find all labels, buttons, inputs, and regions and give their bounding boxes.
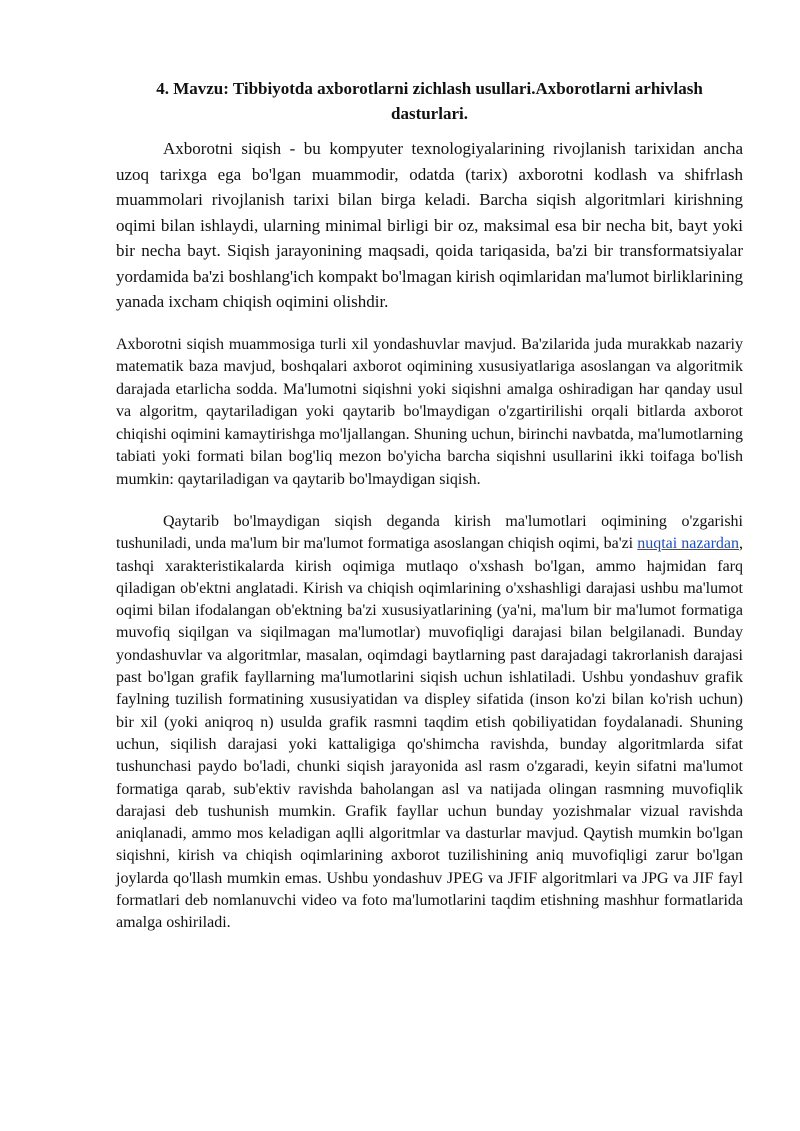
title-text: Tibbiyotda axborotlarni zichlash usullari.Axborotlarni arhivlash dasturlari. [228, 79, 703, 123]
title-label: 4. Mavzu: [156, 79, 229, 98]
paragraph-lossy-compression [116, 511, 743, 935]
nuqtai-nazardan-link[interactable]: nuqtai nazardan [637, 535, 739, 553]
paragraph-lossy-text-end: , tashqi xarakteristikalarda kirish oqimiga mutlaqo o'xshash bo'lgan, ammo hajmidan farq qiladigan ob'ektni anglatadi. Kirish va chiqish oqimlarining o'xshashligi darajasi ushbu ma'lumot oqimi bilan ifodalangan ob'ektning ba'zi xususiyatlarining (ya'ni, ma'lum bir ma'lumot formatiga muvofiq siqilgan va siqilmagan ma'lumotlar) muvofiqligi darajasi bilan belgilanadi. Bunday yondashuvlar va algoritmlar, masalan, oqimdagi baytlarning past darajadagi takrorlanish darajasi past bo'lgan grafik fayllarning ma'lumotlarini siqish uchun ishlatiladi. Ushbu yondashuv grafik faylning tuzilish formatining xususiyatidan va displey sifatida (inson ko'zi bilan ko'rish uchun) bir xil (yoki aniqroq n) usulda grafik rasmni taqdim etish qobiliyatidan foydalanadi. Shuning uchun, siqilish darajasi yoki kattaligiga qo'shimcha ravishda, bunday algoritmlarda sifat tushunchasi paydo bo'ladi, chunki siqish jarayonida asl rasm o'zgaradi, keyin sifatni ma'lumot formatiga qarab, sub'ektiv ravishda baholangan asl va natijada olingan rasmning muvofiqlik darajasi deb tushunish mumkin. Grafik fayllar uchun bunday yozishmalar vizual ravishda aniqlanadi, ammo mos keladigan aqlli algoritmlar va dasturlar mavjud. Qaytish mumkin bo'lgan siqishni, kirish va chiqish oqimlarining axborot tuzilishining aniq muvofiqligi zarur bo'lgan joylarda qo'llash mumkin emas. Ushbu yondashuv JPEG va JFIF algoritmlari va JPG va JIF fayl formatlari deb nomlanuvchi video va foto ma'lumotlarini taqdim etishning mashhur formatlarida amalga oshiriladi. [116, 535, 743, 932]
document-page [116, 76, 743, 935]
paragraph-intro: Axborotni siqish - bu kompyuter texnologiyalarining rivojlanish tarixidan ancha uzoq tarixga ega bo'lgan muammodir, odatda (tarix) axborotni kodlash va shifrlash muammolari rivojlanish tarixi bilan birga keladi. Barcha siqish algoritmlari kirishning oqimi bilan ishlaydi, ularning minimal birligi bir oz, maksimal esa bir necha bit, bayt yoki bir necha bayt. Siqish jarayonining maqsadi, qoida tariqasida, ba'zi bir transformatsiyalar yordamida ba'zi boshlang'ich kompakt bo'lmagan kirish oqimlaridan ma'lumot birliklarining yanada ixcham chiqish oqimini olishdir. [116, 139, 743, 311]
paragraph-lossy-text-start: Qaytarib bo'lmaydigan siqish deganda kirish ma'lumotlari oqimining o'zgarishi tushuniladi, unda ma'lum bir ma'lumot formatiga asoslangan chiqish oqimi, ba'zi [116, 513, 743, 553]
page-title [116, 76, 743, 126]
paragraph-approaches: Axborotni siqish muammosiga turli xil yondashuvlar mavjud. Ba'zilarida juda murakkab nazariy matematik baza mavjud, boshqalari axborot oqimining xususiyatlariga asoslangan va algoritmik darajada etarlicha sodda. Ma'lumotni siqishni yoki siqishni amalga oshiradigan har qanday usul va algoritm, qaytariladigan yoki qaytarib bo'lmaydigan o'zgartirilishi orqali bitlarda axborot chiqishi oqimini kamaytirishga mo'ljallangan. Shuning uchun, birinchi navbatda, ma'lumotlarning tabiati yoki formati bilan bog'liq mezon bo'yicha barcha siqishni usullarini ikki toifaga bo'lish mumkin: qaytariladigan va qaytarib bo'lmaydigan siqish. [116, 335, 743, 488]
